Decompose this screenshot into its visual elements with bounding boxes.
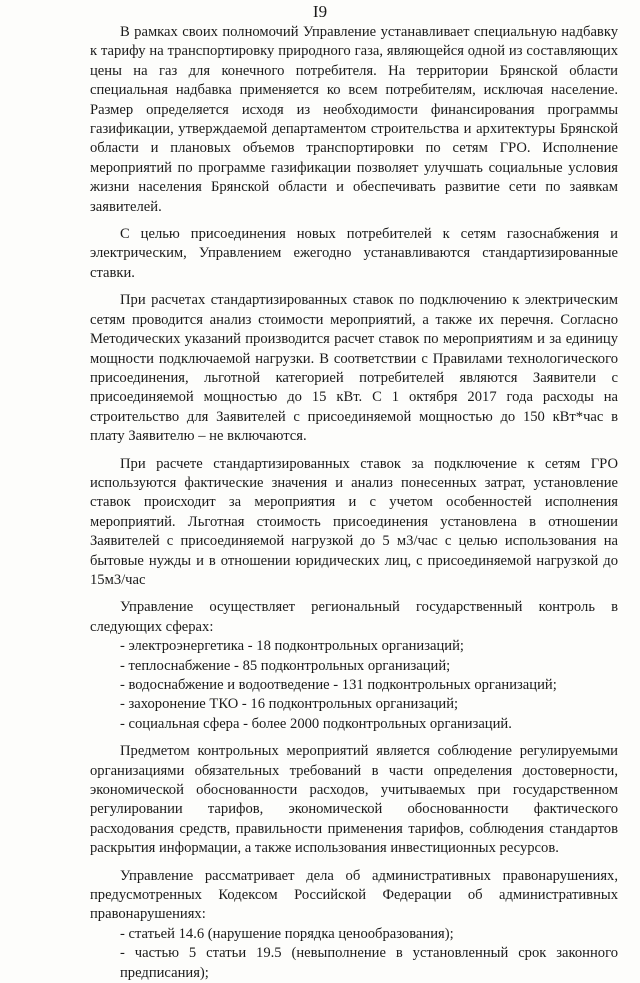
paragraph-control-intro: Управление осуществляет региональный государственный контроль в следующих сферах: [90, 599, 618, 635]
paragraph-offenses-intro: Управление рассматривает дела об административных правонарушениях, предусмотренных Кодексом Российской Федерации об административных правонарушениях: [90, 867, 618, 923]
list-item: - электроэнергетика - 18 подконтрольных организаций; [120, 638, 464, 655]
control-spheres-list [90, 637, 618, 734]
list-item: - водоснабжение и водоотведение - 131 подконтрольных организаций; [120, 677, 557, 693]
list-item: - статьей 14.6 (нарушение порядка ценообразования); [120, 925, 454, 942]
paragraph-special-surcharge: В рамках своих полномочий Управление устанавливает специальную надбавку к тарифу на транспортировку природного газа, являющейся одной из составляющих цены на газ для конечного потребителя. На территории Брянской области специальная надбавка применяется ко всем потребителям, исключая население. Размер определяется исходя из необходимости финансирования программы газификации, утверждаемой департаментом строительства и архитектуры Брянской области и плановых объемов транспортировки по сетям ГРО. Исполнение мероприятий по программе газификации позволяет улучшать социальные условия жизни населения Брянской области и обеспечивать развитие сети по заявкам заявителей. [90, 24, 618, 215]
paragraph-gas-rates: При расчете стандартизированных ставок за подключение к сетям ГРО используются фактические значения и анализ понесенных затрат, установление ставок происходит за мероприятия и с учетом особенностей исполнения мероприятий. Льготная стоимость присоединения установлена в отношении Заявителей с присоединяемой нагрузкой до 5 м3/час с целью использования на бытовые нужды и в отношении юридических лиц, с присоединяемой нагрузкой до 15м3/час [90, 455, 618, 588]
list-item: - теплоснабжение - 85 подконтрольных организаций; [120, 657, 451, 674]
list-item: - захоронение ТКО - 16 подконтрольных организаций; [120, 696, 459, 713]
paragraph-electric-rates: При расчетах стандартизированных ставок по подключению к электрическим сетям проводится анализ стоимости мероприятий, а также их перечня. Согласно Методических указаний производится расчет ставок по мероприятиям и за единицу мощности подключаемой нагрузки. В соответствии с Правилами технологического присоединения, льготной категорией потребителей являются Заявители с присоединяемой мощностью до 15 кВт. С 1 октября 2017 года расходы на строительство для Заявителей с присоединяемой мощностью до 150 кВт*час в плату Заявителю – не включаются. [90, 292, 618, 445]
offense-articles-list [90, 925, 618, 983]
paragraph-control-subject: Предметом контрольных мероприятий является соблюдение регулируемыми организациями обязательных требований в части определения достоверности, экономической обоснованности расходов, учитываемых при государственном регулировании тарифов, экономической обоснованности фактического расходования средств, правильности применения тарифов, соблюдения стандартов раскрытия информации, а также использования инвестиционных ресурсов. [90, 743, 618, 857]
paragraph-standard-rates: С целью присоединения новых потребителей к сетям газоснабжения и электрическим, Управлением ежегодно устанавливаются стандартизированные ставки. [90, 226, 618, 281]
list-item: - социальная сфера - более 2000 подконтрольных организаций. [120, 715, 512, 732]
page-number: I9 [312, 2, 328, 21]
document-body [90, 23, 618, 983]
list-item: - частью 5 статьи 19.5 (невыполнение в установленный срок законного предписания); [120, 945, 618, 981]
